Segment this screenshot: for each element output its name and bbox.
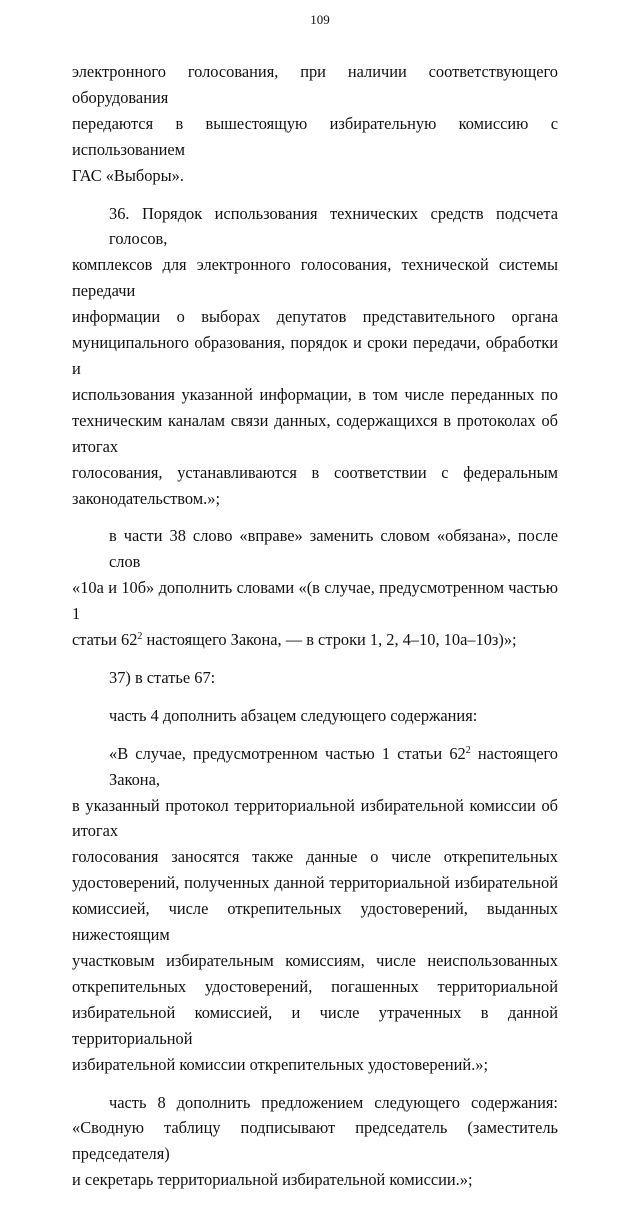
text-line: избирательной комиссией, и числе утраченных в данной территориальной (72, 1002, 558, 1048)
text-line: часть 8 дополнить предложением следующего содержания: (109, 1092, 558, 1112)
text-line: использования указанной информации, в том числе переданных по (72, 384, 558, 404)
paragraph-item-37 (72, 665, 558, 691)
text-line: удостоверений, полученных данной территориальной избирательной (72, 873, 558, 893)
text-line: участковым избирательным комиссиям, числе неиспользованных (72, 951, 558, 970)
page-number: 109 (310, 12, 330, 27)
paragraph-part-8 (72, 1090, 558, 1194)
text-line: открепительных удостоверений, погашенных территориальной (72, 976, 558, 996)
document-body (72, 59, 558, 1205)
text-line: в части 38 слово «вправе» заменить словом «обязана», после слов (109, 526, 558, 572)
text-line: голосования заносятся также данные о числе открепительных (72, 847, 558, 867)
paragraph-part-38 (72, 523, 558, 653)
text-line: техническим каналам связи данных, содержащихся в протоколах об итогах (72, 410, 558, 456)
text-line: часть 4 дополнить абзацем следующего содержания: (109, 705, 478, 725)
text-fragment: настоящего Закона, — в строки 1, 2, 4–10, 10а–10з)»; (142, 630, 517, 650)
text-line (72, 741, 558, 793)
text-line: комиссией, числе открепительных удостоверений, выданных нижестоящим (72, 899, 558, 945)
text-line: и секретарь территориальной избирательной комиссии.»; (72, 1170, 473, 1190)
text-line: электронного голосования, при наличии соответствующего оборудования (72, 62, 558, 107)
text-line: «Сводную таблицу подписывают председатель (заместитель председателя) (72, 1118, 558, 1164)
paragraph-quote (72, 741, 558, 1078)
text-line (72, 627, 558, 653)
paragraph-part-4 (72, 703, 558, 729)
text-line: ГАС «Выборы». (72, 165, 184, 185)
paragraph-continuation (72, 59, 558, 189)
text-line: муниципального образования, порядок и сроки передачи, обработки и (72, 333, 558, 378)
text-line: голосования, устанавливаются в соответствии с федеральным (72, 462, 558, 482)
text-line: комплексов для электронного голосования, технической системы передачи (72, 255, 558, 301)
superscript: 2 (465, 744, 471, 756)
paragraph-item-36 (72, 201, 558, 512)
text-line: избирательной комиссии открепительных удостоверений.»; (72, 1054, 489, 1074)
text-line: «10а и 10б» дополнить словами «(в случае, предусмотренном частью 1 (72, 578, 558, 624)
text-fragment: «В случае, предусмотренном частью 1 статьи 62 (109, 743, 466, 763)
text-line: 37) в статье 67: (109, 667, 216, 687)
text-fragment: статьи 62 (72, 630, 138, 650)
text-line: законодательством.»; (72, 488, 221, 508)
text-line: передаются в вышестоящую избирательную комиссию с использованием (72, 113, 558, 159)
text-fragment: настоящего Закона, (109, 743, 558, 789)
superscript: 2 (137, 631, 143, 643)
text-line: 36. Порядок использования технических средств подсчета голосов, (109, 203, 558, 249)
text-line: в указанный протокол территориальной избирательной комиссии об итогах (72, 795, 558, 841)
text-line: информации о выборах депутатов представительного органа (72, 307, 558, 327)
